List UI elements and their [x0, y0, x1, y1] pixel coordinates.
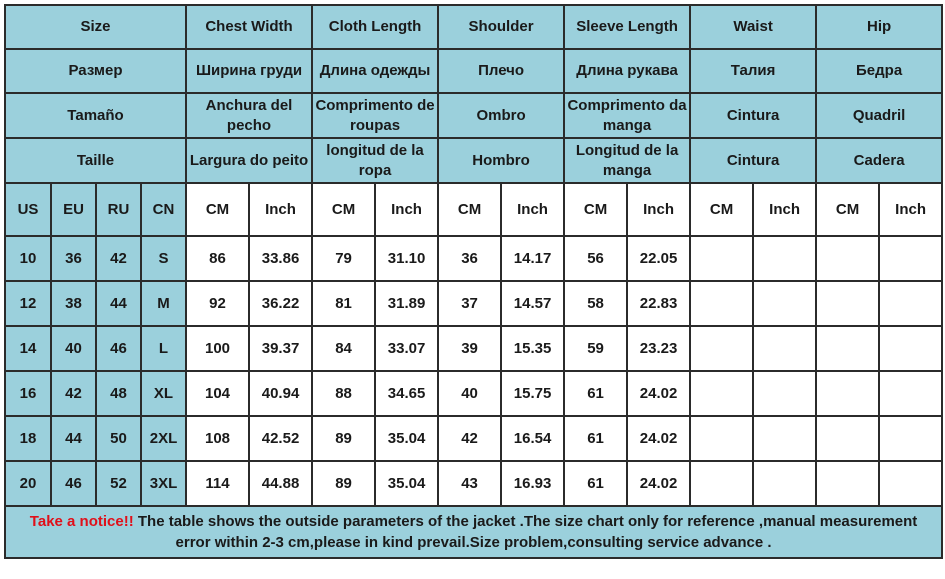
unit-cm: CM: [816, 183, 879, 236]
cell-waist-inch: [753, 371, 816, 416]
cell-waist-cm: [690, 236, 753, 281]
cell-ru: 52: [96, 461, 141, 506]
header-sleeve: Sleeve Length: [564, 5, 690, 49]
cell-eu: 40: [51, 326, 96, 371]
col-us: US: [5, 183, 51, 236]
cell-hip-cm: [816, 371, 879, 416]
cell-hip-inch: [879, 371, 942, 416]
cell-sleeve-inch: 22.05: [627, 236, 690, 281]
cell-waist-inch: [753, 236, 816, 281]
header-sleeve: Длина рукава: [564, 49, 690, 93]
cell-chest-cm: 108: [186, 416, 249, 461]
table-row: [5, 461, 942, 506]
unit-cm: CM: [438, 183, 501, 236]
notice-row: [5, 506, 942, 558]
cell-chest-cm: 92: [186, 281, 249, 326]
cell-hip-inch: [879, 281, 942, 326]
unit-row: [5, 183, 942, 236]
header-shoulder: Shoulder: [438, 5, 564, 49]
unit-cm: CM: [186, 183, 249, 236]
header-length: Cloth Length: [312, 5, 438, 49]
header-row-french: [5, 138, 942, 183]
cell-hip-cm: [816, 281, 879, 326]
header-length: Comprimento de roupas: [312, 93, 438, 138]
cell-shoulder-inch: 14.57: [501, 281, 564, 326]
table-row: [5, 281, 942, 326]
cell-ru: 44: [96, 281, 141, 326]
cell-hip-cm: [816, 461, 879, 506]
cell-shoulder-inch: 15.75: [501, 371, 564, 416]
size-chart-container: [4, 4, 941, 575]
header-row-spanish: [5, 93, 942, 138]
notice-cell: [5, 506, 942, 558]
cell-chest-cm: 86: [186, 236, 249, 281]
cell-waist-cm: [690, 416, 753, 461]
unit-inch: Inch: [627, 183, 690, 236]
col-eu: EU: [51, 183, 96, 236]
header-hip: Quadril: [816, 93, 942, 138]
cell-shoulder-inch: 14.17: [501, 236, 564, 281]
cell-ru: 50: [96, 416, 141, 461]
unit-inch: Inch: [249, 183, 312, 236]
cell-ru: 48: [96, 371, 141, 416]
cell-sleeve-cm: 58: [564, 281, 627, 326]
cell-ru: 42: [96, 236, 141, 281]
cell-chest-cm: 100: [186, 326, 249, 371]
cell-cn: XL: [141, 371, 186, 416]
header-length: longitud de la ropa: [312, 138, 438, 183]
cell-waist-inch: [753, 326, 816, 371]
cell-waist-cm: [690, 281, 753, 326]
cell-us: 20: [5, 461, 51, 506]
cell-eu: 46: [51, 461, 96, 506]
cell-ru: 46: [96, 326, 141, 371]
col-cn: CN: [141, 183, 186, 236]
cell-hip-inch: [879, 326, 942, 371]
data-rows: [5, 236, 942, 558]
cell-chest-inch: 42.52: [249, 416, 312, 461]
cell-length-cm: 84: [312, 326, 375, 371]
cell-cn: 3XL: [141, 461, 186, 506]
table-row: [5, 326, 942, 371]
unit-inch: Inch: [879, 183, 942, 236]
cell-shoulder-inch: 16.54: [501, 416, 564, 461]
cell-shoulder-cm: 36: [438, 236, 501, 281]
header-hip: Cadera: [816, 138, 942, 183]
cell-hip-cm: [816, 326, 879, 371]
header-length: Длина одежды: [312, 49, 438, 93]
cell-length-cm: 88: [312, 371, 375, 416]
size-chart-table: [4, 4, 943, 559]
cell-us: 16: [5, 371, 51, 416]
cell-waist-inch: [753, 281, 816, 326]
header-waist: Талия: [690, 49, 816, 93]
cell-sleeve-cm: 61: [564, 371, 627, 416]
header-shoulder: Плечо: [438, 49, 564, 93]
cell-length-cm: 89: [312, 416, 375, 461]
cell-us: 12: [5, 281, 51, 326]
cell-hip-cm: [816, 416, 879, 461]
cell-sleeve-inch: 22.83: [627, 281, 690, 326]
cell-shoulder-inch: 16.93: [501, 461, 564, 506]
header-size-label: Tamaño: [5, 93, 186, 138]
cell-length-cm: 89: [312, 461, 375, 506]
cell-cn: L: [141, 326, 186, 371]
cell-hip-inch: [879, 416, 942, 461]
cell-length-inch: 35.04: [375, 461, 438, 506]
header-size-label: Size: [5, 5, 186, 49]
cell-length-inch: 33.07: [375, 326, 438, 371]
cell-sleeve-inch: 24.02: [627, 416, 690, 461]
cell-waist-cm: [690, 326, 753, 371]
table-row: [5, 371, 942, 416]
header-row-russian: [5, 49, 942, 93]
header-sleeve: Comprimento da manga: [564, 93, 690, 138]
header-chest: Largura do peito: [186, 138, 312, 183]
cell-waist-cm: [690, 461, 753, 506]
notice-prefix: Take a notice!!: [29, 513, 134, 530]
cell-chest-cm: 114: [186, 461, 249, 506]
cell-cn: 2XL: [141, 416, 186, 461]
cell-eu: 42: [51, 371, 96, 416]
cell-sleeve-cm: 56: [564, 236, 627, 281]
cell-sleeve-inch: 23.23: [627, 326, 690, 371]
header-shoulder: Hombro: [438, 138, 564, 183]
cell-length-cm: 81: [312, 281, 375, 326]
header-waist: Cintura: [690, 138, 816, 183]
cell-eu: 44: [51, 416, 96, 461]
cell-chest-inch: 40.94: [249, 371, 312, 416]
cell-length-inch: 35.04: [375, 416, 438, 461]
cell-chest-cm: 104: [186, 371, 249, 416]
unit-inch: Inch: [375, 183, 438, 236]
header-row-english: [5, 5, 942, 49]
cell-hip-cm: [816, 236, 879, 281]
cell-us: 14: [5, 326, 51, 371]
header-waist: Cintura: [690, 93, 816, 138]
cell-length-cm: 79: [312, 236, 375, 281]
header-hip: Hip: [816, 5, 942, 49]
unit-inch: Inch: [501, 183, 564, 236]
cell-chest-inch: 36.22: [249, 281, 312, 326]
header-chest: Chest Width: [186, 5, 312, 49]
header-rows: [5, 5, 942, 236]
header-hip: Бедра: [816, 49, 942, 93]
cell-shoulder-cm: 43: [438, 461, 501, 506]
unit-cm: CM: [564, 183, 627, 236]
cell-sleeve-cm: 61: [564, 416, 627, 461]
cell-eu: 36: [51, 236, 96, 281]
cell-shoulder-cm: 37: [438, 281, 501, 326]
header-shoulder: Ombro: [438, 93, 564, 138]
notice-text: The table shows the outside parameters of the jacket .The size chart only for reference ,manual measurement error within 2-3 cm,please in kind prevail.Size problem,consulting service advance .: [133, 513, 918, 551]
cell-eu: 38: [51, 281, 96, 326]
cell-waist-inch: [753, 416, 816, 461]
cell-chest-inch: 39.37: [249, 326, 312, 371]
cell-shoulder-cm: 40: [438, 371, 501, 416]
cell-length-inch: 31.10: [375, 236, 438, 281]
table-row: [5, 416, 942, 461]
cell-hip-inch: [879, 461, 942, 506]
cell-length-inch: 34.65: [375, 371, 438, 416]
cell-cn: M: [141, 281, 186, 326]
col-ru: RU: [96, 183, 141, 236]
cell-waist-inch: [753, 461, 816, 506]
cell-shoulder-cm: 39: [438, 326, 501, 371]
header-size-label: Taille: [5, 138, 186, 183]
header-chest: Anchura del pecho: [186, 93, 312, 138]
cell-waist-cm: [690, 371, 753, 416]
header-size-label: Размер: [5, 49, 186, 93]
cell-chest-inch: 44.88: [249, 461, 312, 506]
header-sleeve: Longitud de la manga: [564, 138, 690, 183]
cell-sleeve-cm: 61: [564, 461, 627, 506]
unit-cm: CM: [690, 183, 753, 236]
table-row: [5, 236, 942, 281]
cell-cn: S: [141, 236, 186, 281]
cell-sleeve-inch: 24.02: [627, 461, 690, 506]
cell-shoulder-cm: 42: [438, 416, 501, 461]
cell-us: 10: [5, 236, 51, 281]
cell-shoulder-inch: 15.35: [501, 326, 564, 371]
cell-hip-inch: [879, 236, 942, 281]
unit-cm: CM: [312, 183, 375, 236]
cell-chest-inch: 33.86: [249, 236, 312, 281]
header-chest: Ширина груди: [186, 49, 312, 93]
cell-us: 18: [5, 416, 51, 461]
cell-length-inch: 31.89: [375, 281, 438, 326]
cell-sleeve-cm: 59: [564, 326, 627, 371]
unit-inch: Inch: [753, 183, 816, 236]
cell-sleeve-inch: 24.02: [627, 371, 690, 416]
header-waist: Waist: [690, 5, 816, 49]
